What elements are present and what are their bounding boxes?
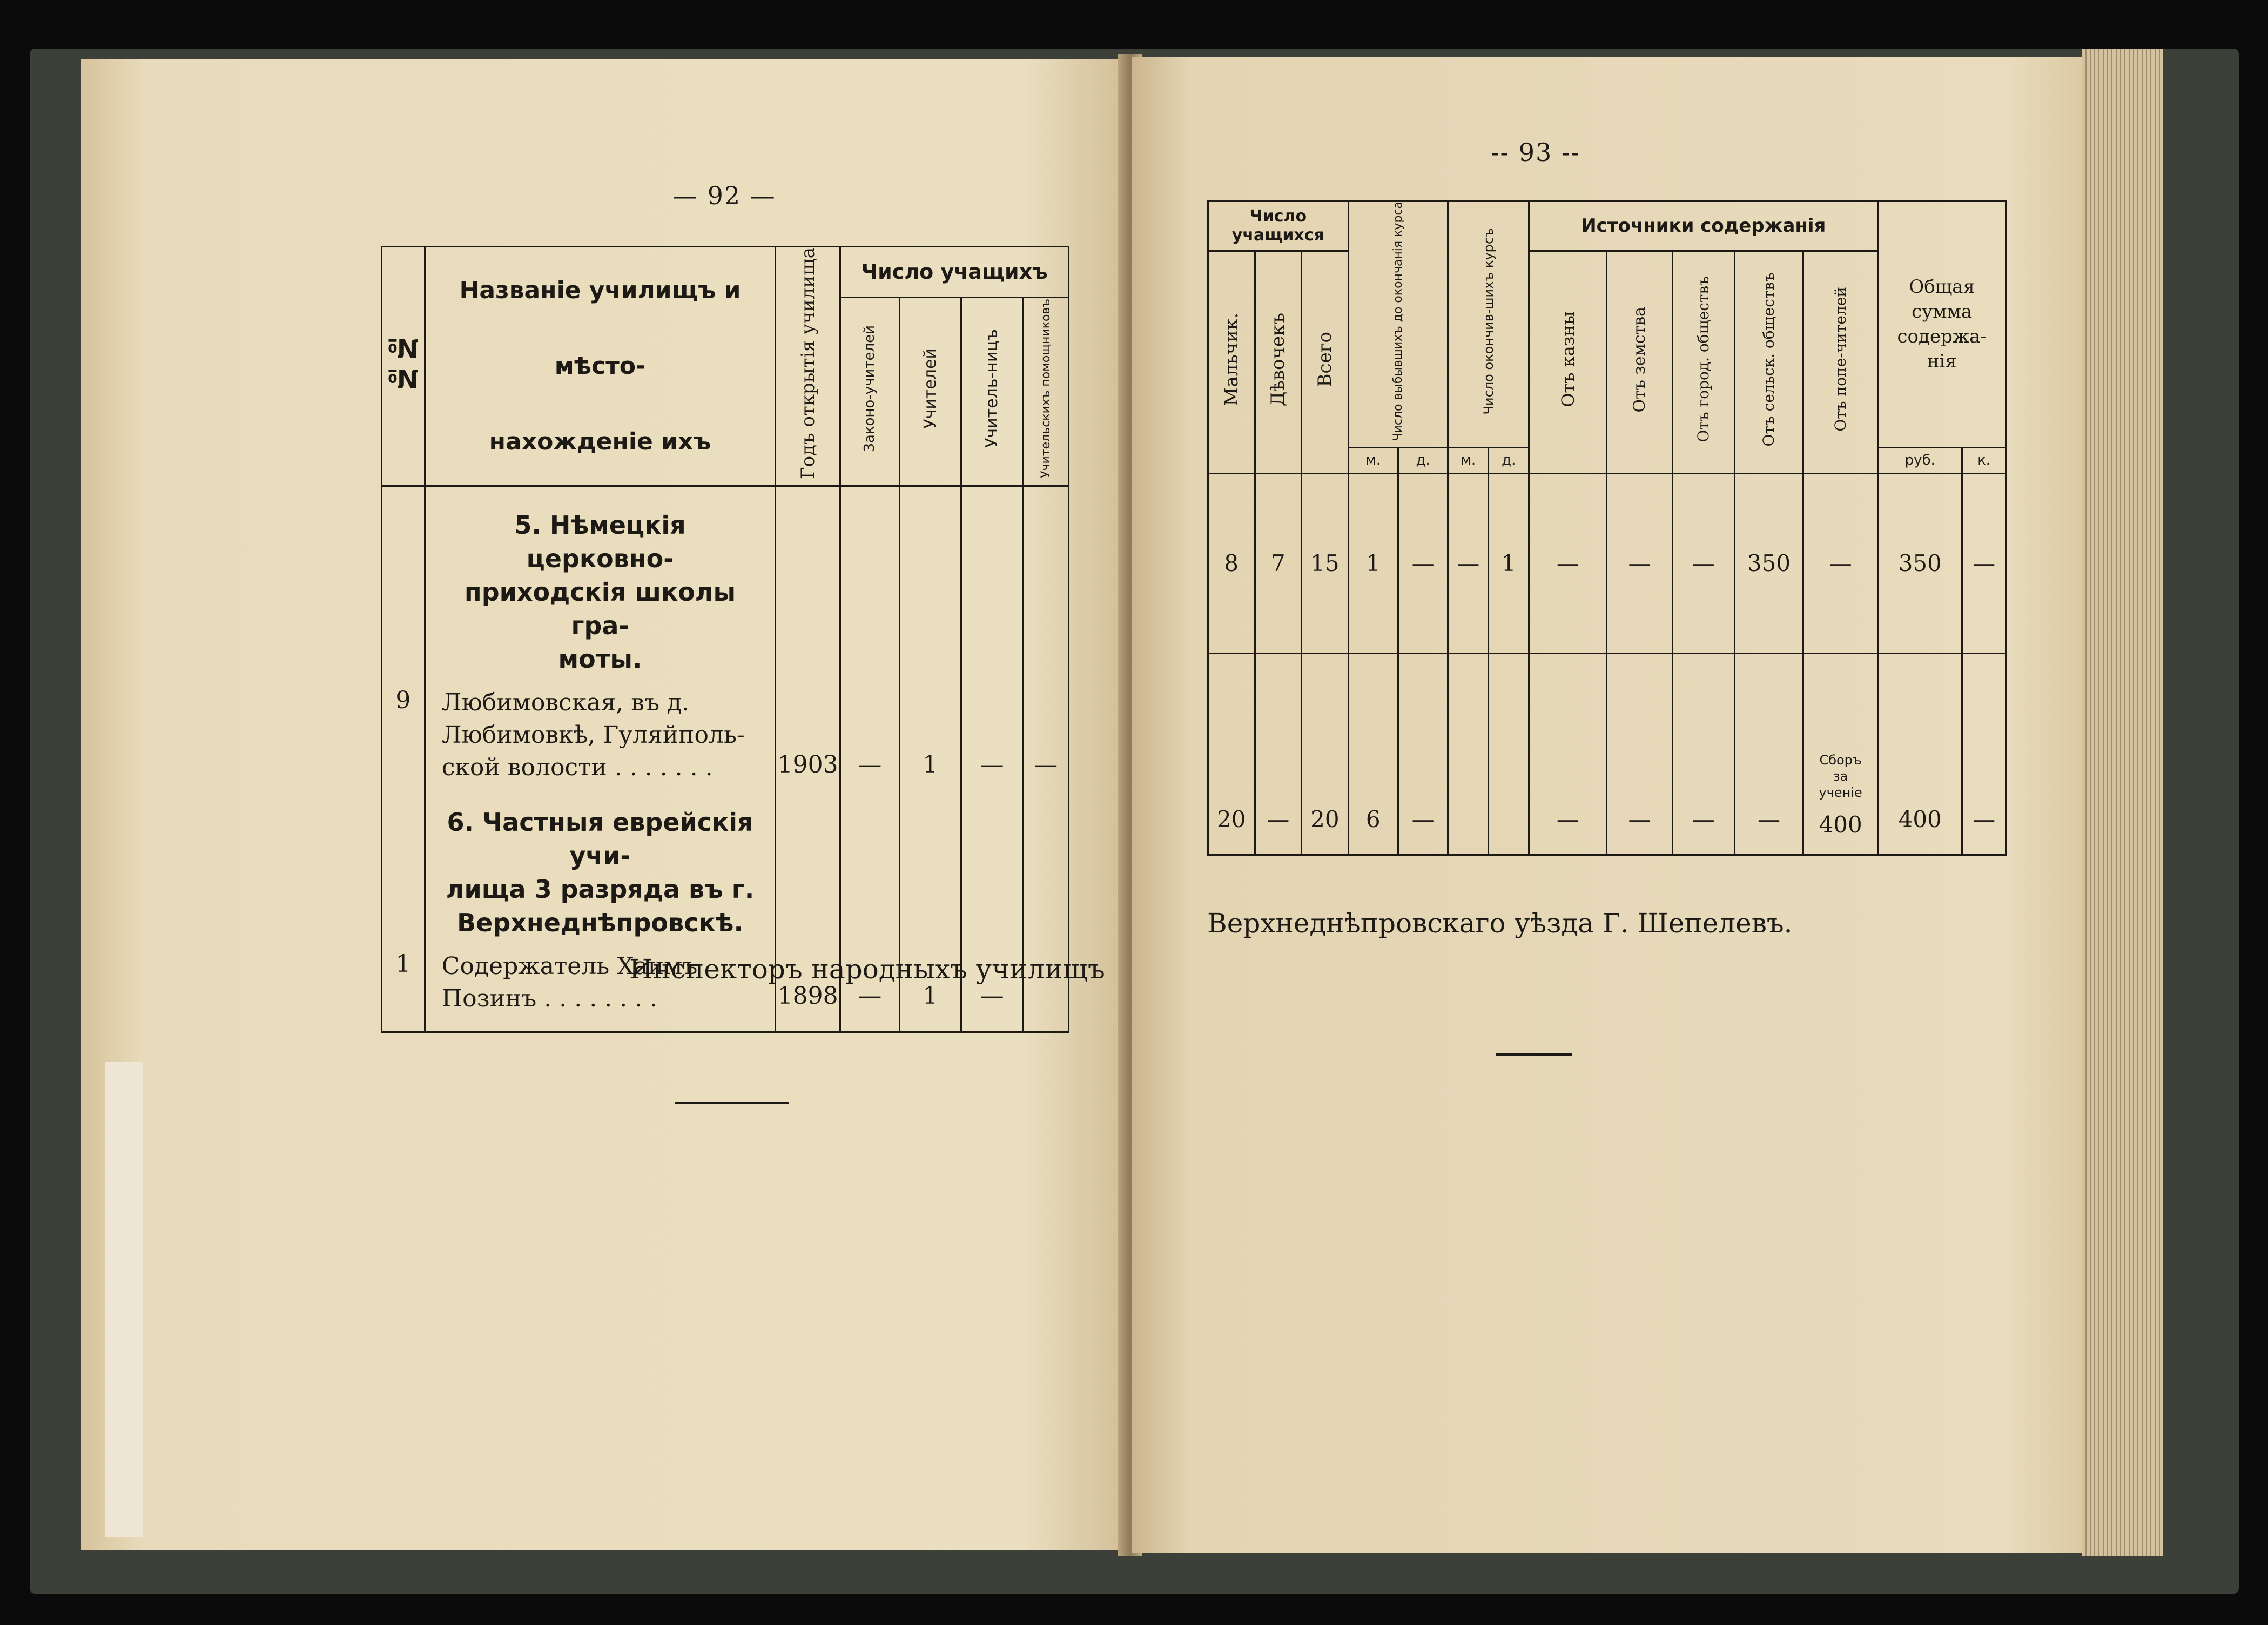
girls-cell: — (1255, 653, 1302, 855)
page-edges (2082, 49, 2163, 1556)
rub-header: руб. (1878, 447, 1962, 473)
students-group-header: Число учащихся (1208, 201, 1349, 251)
paper-strip (105, 1062, 143, 1537)
sources-group-header: Источники содержанія (1529, 201, 1878, 251)
city-cell: — (1672, 653, 1734, 855)
rural-cell: — (1735, 653, 1803, 855)
inspector-signature: Инспекторъ народныхъ училищъ (629, 953, 1105, 985)
sum-rub-cell: 400 (1878, 653, 1962, 855)
col-law-teachers-header: Законо-учителей (840, 297, 899, 486)
col-name-header: Названіе училищъ и мѣсто- нахожденіе ихъ (425, 247, 775, 486)
treasury-header: Отъ казны (1529, 251, 1607, 474)
law-teachers-cell: — (840, 676, 899, 784)
teachers-f-cell: — (961, 939, 1022, 1032)
treasury-cell: — (1529, 473, 1607, 653)
boys-cell: 8 (1208, 473, 1255, 653)
divider-rule (675, 1102, 789, 1104)
boys-cell: 20 (1208, 653, 1255, 855)
grad-d-cell: 1 (1489, 473, 1529, 653)
total-cell: 15 (1302, 473, 1349, 653)
law-teachers-cell: — (840, 939, 899, 1032)
zemstvo-cell: — (1607, 653, 1672, 855)
trustees-cell: — (1803, 473, 1877, 653)
teachers-m-cell: 1 (899, 676, 961, 784)
col-teachers-f-header: Учитель-ницъ (961, 297, 1022, 486)
trustees-cell: Сборъ за ученіе 400 (1803, 653, 1877, 855)
girls-cell: 7 (1255, 473, 1302, 653)
schools-table (381, 246, 1069, 1033)
grad-m-cell (1448, 653, 1489, 855)
boys-header: Мальчик. (1208, 251, 1255, 474)
dropped-m-cell: 1 (1348, 473, 1398, 653)
dropped-d-cell: — (1398, 473, 1448, 653)
dropped-header: Число выбывшихъ до окончанія курса (1348, 201, 1448, 448)
kop-header: к. (1962, 447, 2006, 473)
col-num-header: №№ (382, 247, 425, 486)
year-cell: 1898 (776, 939, 840, 1032)
total-sum-header: Общая сумма содержа-нія (1878, 201, 2006, 448)
year-cell: 1903 (776, 676, 840, 784)
teachers-f-cell: — (961, 676, 1022, 784)
grad-d-cell (1489, 653, 1529, 855)
section-heading: 5. Нѣмецкія церковно- приходскія школы гра- моты. (425, 486, 775, 676)
page-number-left: — 92 — (672, 181, 776, 210)
rural-cell: 350 (1735, 473, 1803, 653)
col-staff-group-header: Число учащихъ (840, 247, 1069, 298)
treasury-cell: — (1529, 653, 1607, 855)
dropped-m-cell: 6 (1348, 653, 1398, 855)
funding-table (1207, 200, 2007, 856)
sum-rub-cell: 350 (1878, 473, 1962, 653)
total-cell: 20 (1302, 653, 1349, 855)
col-assistants-header: Учительскихъ помощниковъ (1023, 297, 1069, 486)
col-teachers-m-header: Учителей (899, 297, 961, 486)
total-header: Всего (1302, 251, 1349, 474)
inspector-district-signature: Верхнеднѣпровскаго уѣзда Г. Шепелевъ. (1207, 908, 1793, 939)
row-number: 1 (382, 939, 425, 1032)
city-cell: — (1672, 473, 1734, 653)
fee-note: Сборъ за ученіе (1819, 752, 1862, 800)
zemstvo-cell: — (1607, 473, 1672, 653)
city-header: Отъ город. обществъ (1672, 251, 1734, 474)
page-number-right: -- 93 -- (1491, 138, 1580, 167)
school-name: Любимовская, въ д. Любимовкѣ, Гуляйполь- ской волости . . . . . . . (425, 676, 775, 784)
grad-m-header: м. (1448, 447, 1489, 473)
grad-d-header: д. (1489, 447, 1529, 473)
row-number: 9 (382, 676, 425, 784)
divider-rule (1496, 1053, 1572, 1056)
trustees-header: Отъ попе-чителей (1803, 251, 1877, 474)
rural-header: Отъ сельск. обществъ (1735, 251, 1803, 474)
zemstvo-header: Отъ земства (1607, 251, 1672, 474)
dropped-m-header: м. (1348, 447, 1398, 473)
teachers-m-cell: 1 (899, 939, 961, 1032)
girls-header: Дѣвочекъ (1255, 251, 1302, 474)
dropped-d-header: д. (1398, 447, 1448, 473)
school-name: Содержатель Хаимъ Позинъ . . . . . . . . (425, 939, 775, 1032)
sum-kop-cell: — (1962, 653, 2006, 855)
sum-kop-cell: — (1962, 473, 2006, 653)
col-year-header: Годъ открытія училища (776, 247, 840, 486)
dropped-d-cell: — (1398, 653, 1448, 855)
section-heading: 6. Частныя еврейскія учи- лища 3 разряда въ г. Верхнеднѣпровскѣ. (425, 784, 775, 939)
grad-m-cell: — (1448, 473, 1489, 653)
graduated-header: Число окончив-шихъ курсъ (1448, 201, 1529, 448)
assistants-cell: — (1023, 676, 1069, 784)
